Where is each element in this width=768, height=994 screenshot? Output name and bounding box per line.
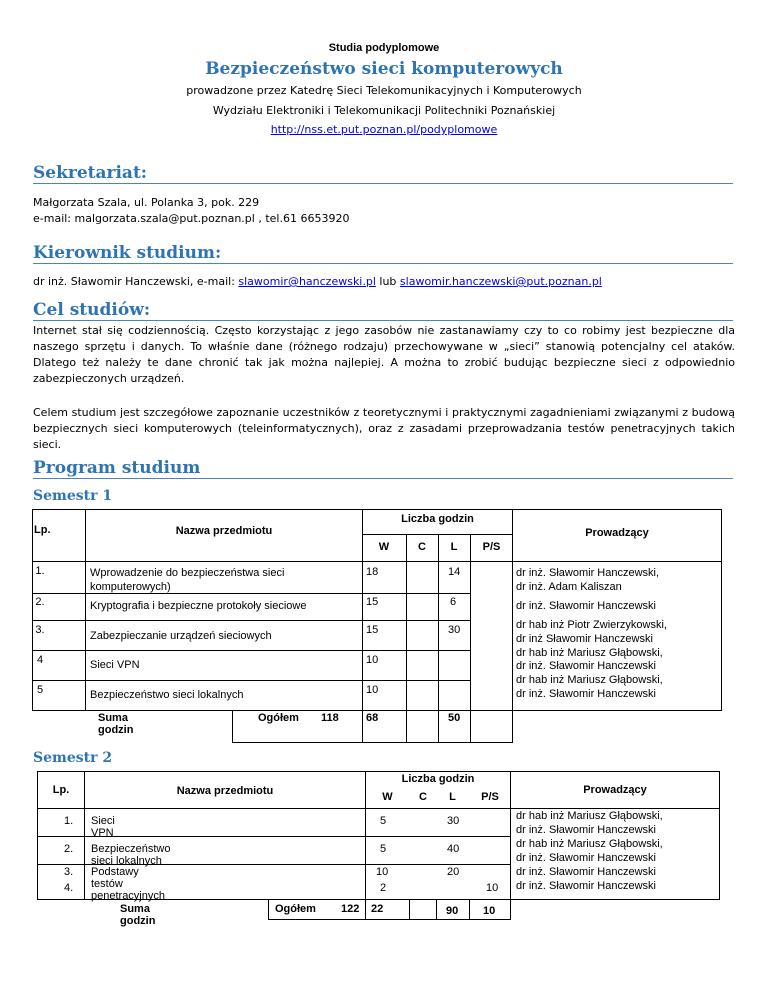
s1-row-l: 6 [450, 596, 457, 608]
s1-row-lp: 5 [36, 684, 44, 696]
secretariat-heading: Sekretariat: [33, 163, 148, 183]
s1-sum-ps-cell [470, 710, 513, 743]
s1-teacher-line: dr hab inż Mariusz Głąbowski, [516, 674, 663, 687]
s2-row-lp: 3. [64, 866, 74, 878]
s2-sum-w: 22 [371, 903, 384, 915]
s1-header-teacher: Prowadzący [585, 527, 649, 539]
s2-header-l: L [449, 791, 456, 803]
s1-row-name: Zabezpieczanie urządzeń sieciowych [90, 630, 272, 642]
s1-sum-l: 50 [448, 712, 461, 724]
s1-header-l: L [450, 541, 458, 553]
s1-row-separator [32, 680, 471, 681]
s2-teacher-line: dr hab inż Mariusz Głąbowski, [516, 837, 663, 850]
director-or: lub [375, 275, 400, 288]
program-url-link[interactable]: http://nss.et.put.poznan.pl/podyplomowe [270, 123, 498, 136]
s1-row-name: Bezpieczeństwo sieci lokalnych [90, 689, 244, 701]
s1-sum-label: Suma godzin [98, 712, 134, 736]
s2-lp-column [37, 808, 85, 900]
director-prefix: dr inż. Sławomir Hanczewski, e-mail: [33, 275, 239, 288]
s1-row-name: Sieci VPN [90, 659, 140, 671]
s2-row-l: 20 [447, 866, 460, 878]
s2-teacher-line: dr inż. Sławomir Hanczewski [516, 823, 656, 836]
s2-teacher-line: dr inż. Sławomir Hanczewski [516, 851, 656, 864]
semester-1-heading: Semestr 1 [33, 488, 113, 504]
s2-sum-l: 90 [446, 905, 459, 917]
s2-sum-c-cell [409, 899, 437, 920]
s1-header-w: W [378, 541, 390, 553]
s1-teacher-line: dr inż. Sławomir Hanczewski [516, 660, 656, 673]
s1-row-w: 10 [366, 654, 379, 666]
s1-sum-c-cell [406, 710, 439, 743]
s1-header-hours: Liczba godzin [401, 513, 474, 525]
s2-teacher-line: dr inż. Sławomir Hanczewski [516, 879, 656, 892]
s1-teacher-line: dr hab inż Mariusz Głąbowski, [516, 646, 663, 659]
s2-row-lp: 1. [64, 815, 74, 827]
s1-row-w: 10 [366, 684, 379, 696]
header-line-1: prowadzone przez Katedrę Sieci Telekomunikacyjnych i Komputerowych [186, 84, 582, 97]
s2-header-c: C [419, 791, 427, 803]
program-heading: Program studium [33, 458, 201, 478]
s2-teacher-line: dr inż. Sławomir Hanczewski [516, 865, 656, 878]
s1-total-value: 118 [321, 712, 339, 724]
s2-row-w: 10 [376, 866, 389, 878]
goal-heading: Cel studiów: [33, 300, 151, 320]
s2-teacher-line: dr hab inż Mariusz Głąbowski, [516, 810, 663, 822]
s1-teacher-line: dr inż. Sławomir Hanczewski, [516, 567, 660, 579]
s2-sum-ps: 10 [483, 905, 496, 917]
program-heading-block [33, 458, 733, 479]
s2-header-lp: Lp. [52, 784, 70, 796]
s1-row-w: 18 [366, 566, 379, 578]
s2-total-label: Ogółem [275, 903, 316, 915]
goal-heading-block [33, 300, 733, 321]
s1-total-label: Ogółem [258, 712, 299, 724]
s2-header-w: W [382, 791, 393, 803]
s1-teacher-line: dr inż. Sławomir Hanczewski [516, 688, 656, 701]
s2-row-name: Bezpieczeństwo sieci lokalnych [91, 843, 171, 867]
s1-teachers [516, 567, 721, 702]
s1-row-w: 15 [366, 624, 379, 636]
s1-row-lp: 1. [35, 565, 45, 577]
secretariat-heading-block [33, 163, 733, 184]
s1-row-l: 30 [448, 624, 461, 636]
s1-row-name: Kryptografia i bezpieczne protokoły sieciowe [90, 600, 307, 612]
s1-row-lp: 4 [36, 654, 44, 666]
s1-row-separator [32, 650, 471, 651]
s1-header-name: Nazwa przedmiotu [175, 525, 273, 537]
s1-row-separator [32, 620, 471, 621]
s1-row-name-line-1: Wprowadzenie do bezpieczeństwa sieci [90, 567, 285, 579]
s2-header-ps: P/S [481, 791, 499, 803]
secretariat-contact: e-mail: malgorzata.szala@put.poznan.pl , tel.61 6653920 [33, 212, 350, 225]
s2-row-ps: 10 [486, 882, 499, 894]
s2-header-name: Nazwa przedmiotu [176, 785, 274, 797]
s2-row-lp: 2. [64, 843, 74, 855]
director-heading-block [33, 243, 733, 264]
s2-row-l: 30 [447, 815, 460, 827]
s2-header-teacher: Prowadzący [583, 784, 647, 796]
s2-row-name: Podstawy testów penetracyjnych [91, 866, 165, 902]
s1-header-ps: P/S [482, 541, 501, 553]
s1-c-column [406, 561, 439, 711]
director-heading: Kierownik studium: [33, 243, 222, 263]
s2-row-name: Sieci VPN [91, 815, 115, 839]
s1-row-lp: 3. [35, 624, 45, 636]
s2-teachers [516, 810, 721, 893]
s1-row-l: 14 [448, 566, 461, 578]
s2-total-value: 122 [341, 903, 360, 915]
s1-teacher-line: dr inż. Adam Kaliszan [516, 580, 622, 593]
s2-sum-label: Suma godzin [120, 903, 156, 927]
s1-row-name [90, 566, 360, 594]
s1-sum-w: 68 [366, 712, 379, 724]
s2-row-w: 2 [380, 882, 387, 894]
s1-row-w: 15 [366, 596, 379, 608]
secretariat-address: Małgorzata Szala, ul. Polanka 3, pok. 229 [33, 196, 260, 209]
page-title: Bezpieczeństwo sieci komputerowych [205, 59, 563, 79]
s2-row-w: 5 [380, 843, 387, 855]
s1-header-c: C [418, 541, 426, 553]
header-line-2: Wydziału Elektroniki i Telekomunikacji Politechniki Poznańskiej [212, 104, 556, 117]
s1-teacher-line: dr hab inż Piotr Zwierzykowski, [516, 618, 667, 631]
s2-row-l: 40 [447, 843, 460, 855]
s2-row-w: 5 [380, 815, 387, 827]
s1-ps-column [470, 561, 513, 711]
s2-row-lp: 4. [64, 882, 74, 894]
s2-header-hours: Liczba godzin [401, 773, 475, 785]
director-email-link-2[interactable]: slawomir.hanczewski@put.poznan.pl [399, 275, 602, 288]
goal-paragraph-2: Celem studium jest szczegółowe zapoznanie uczestników z teoretycznymi i praktycznymi zagadnieniami związanymi z budową bezpiecznych sieci komputerowych (teleinformatycznych), oraz z zasadami przeprowadzania testów penetracyjnych takich sieci. [33, 406, 735, 451]
s1-l-column [438, 561, 471, 711]
s1-teacher-line: dr inż. Sławomir Hanczewski [516, 599, 656, 612]
goal-paragraph-1: Internet stał się codziennością. Często korzystając z jego zasobów nie zastanawiamy czy to co robimy jest bezpieczne dla naszego sprzętu i danych. To właśnie dane (różnego rodzaju) przechowywane w „sieci” stanowią potencjalny cel ataków. Dlatego też należy te dane chronić tak jak można najlepiej. A można to zrobić budując bezpieczne sieci z odpowiednio zabezpieczonych urządzeń. [33, 324, 735, 385]
program-kicker: Studia podyplomowe [328, 42, 440, 54]
s1-teacher-line: dr inż Sławomir Hanczewski [516, 632, 653, 645]
s1-row-lp: 2. [35, 596, 45, 608]
s1-header-lp: Lp. [34, 524, 51, 536]
director-line [33, 274, 602, 290]
semester-2-heading: Semestr 2 [33, 750, 113, 766]
s1-row-name-line-2: komputerowych) [90, 581, 171, 593]
director-email-link-1[interactable]: slawomir@hanczewski.pl [238, 275, 376, 288]
